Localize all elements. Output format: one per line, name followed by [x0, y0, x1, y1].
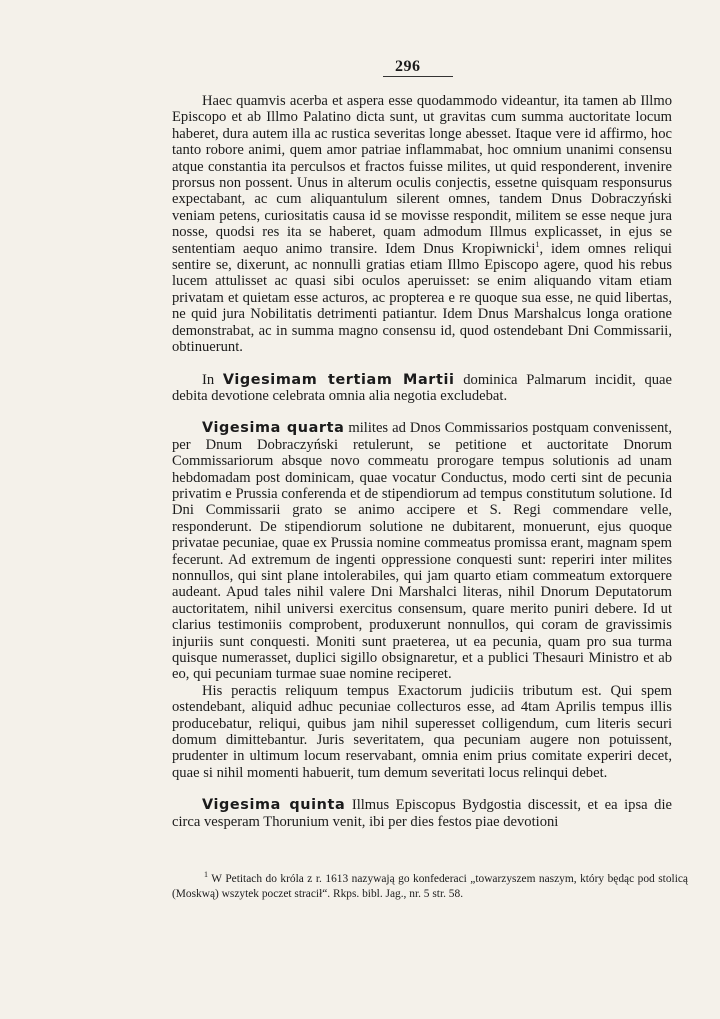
- footnote-text: W Petitach do króla z r. 1613 nazywają go konfederaci „towarzyszem naszym, który będąc pod stolicą (Moskwą) wszytek poczet stracił“. Rkps. bibl. Jag., nr. 5 str. 58.: [172, 873, 688, 900]
- page-number: 296: [395, 58, 421, 75]
- paragraph-5-text: Illmus Episcopus Bydgostia discessit, et ea ipsa die circa vesperam Thorunium venit, ibi per dies festos piae devotioni: [172, 797, 672, 830]
- paragraph-1-text-rest: , idem omnes reliqui sentire se, dixerunt, ac nonnulli gratias etiam Illmo Episcopo agere, quod his rebus lucem attulisset ac quasi sibi oculos aperuisset: se enim aliquando vitam etiam privatam et quietam esse acturos, ac propterea e re quoque sua esse, ne quid libertas, ne quid jura Nobilitatis detrimenti patiantur. Idem Dnus Marshalcus longa oratione demonstrabat, ac in summa magno consensu id, quod ostendebant Dni Commissarii, obtinuerunt.: [172, 240, 672, 356]
- paragraph-5: [172, 797, 672, 830]
- paragraph-4: [172, 683, 672, 781]
- paragraph-4-text: His peractis reliquum tempus Exactorum judiciis tributum est. Qui spem ostendebant, aliquid adhuc pecuniae collecturos esse, ad 4tam Aprilis tempus illis producebatur, reliqui, quibus jam nihil superesset colligendum, cum literis securi domum dimittebantur. Juris severitatem, qua pecuniam augere non potuissent, prudenter in ultimum locum reservabant, omnia enim prius comitate experiri decet, quae si nihil momenti habuerit, tum demum severitati locus relinqui debet.: [172, 682, 672, 781]
- paragraph-1: [172, 93, 672, 356]
- date-heading-23: Vigesimam tertiam Martii: [222, 371, 455, 388]
- paragraph-2-text: dominica Palmarum incidit, quae debita devotione celebrata omnia alia negotia excludebat.: [172, 371, 673, 404]
- footnote-reference: 1: [535, 239, 540, 249]
- page-number-rule: [383, 76, 453, 77]
- footnote-paragraph: [172, 872, 688, 902]
- main-text: [172, 93, 672, 830]
- paragraph-2: [172, 372, 672, 405]
- paragraph-3-text: milites ad Dnos Commissarios postquam convenissent, per Dnum Dobraczyński retulerunt, se petitione et auctoritate Dnorum Commissariorum absque novo commeatu prorogare tempus solutionis ad unam hebdomadam post dominicam, quae vocatur Conductus, modo certi sint de pecunia privatim e Prussia conferenda et de stipendiorum ad tempus constitutum solutione. Id Dni Commissarii grato se animo accipere et S. Regi commendare velle, responderunt. De stipendiorum solutione ne dubitarent, monuerunt, ejus quoque privatae pecuniae, quae ex Prussia nomine commeatus promissa erant, magnam spem fecerunt. Ad extremum de ingenti oppressione conquesti sunt: reperiri inter milites nonnullos, qui sint plane intolerabiles, qui jam quarto etiam commeatum extorquere audeant. Apud tales nihil valere Dni Marshalci literas, nihil Dnorum Deputatorum auctoritatem, nihil universi exercitus consensum, quare merito puniri debere. Id ut clarius testimoniis comprobent, produxerunt nonnullos, qui coram de gravissimis injuriis sunt conquesti. Moniti sunt praeterea, ut ea pecunia, quam pro sua turma quisque numerasset, duplici sigillo obsignaretur, et a publici Thesauri Ministro et ab eo, qui pecuniam turmae suae nomine reciperet.: [172, 420, 672, 683]
- paragraph-2-prefix: In: [202, 371, 215, 388]
- paragraph-1-text: Haec quamvis acerba et aspera esse quodammodo videantur, ita tamen ab Illmo Episcopo et ab Illmo Palatino dicta sunt, ut gravitas cum summa auctoritate locum haberet, dura autem illa ac rustica severitas longe abesset. Itaque vere id affirmo, hoc tanto robore animi, quem amor patriae inflammabat, hoc omnium unanimi consensu atque constantia ita perculsos et fractos fuisse milites, ut quid responderent, invenire prorsus non possent. Unus in alterum oculis conjectis, essetne quisquam responsurus expectabant, ac cum aliquantulum silerent omnes, tandem Dnus Dobraczyński veniam petens, curiositatis causa id se movisse respondit, militem se esse neque jura nosse, quodsi res ita se haberet, quam admodum Illmus explicasset, in ejus se sententiam aequo animo transire. Idem Dnus Kropiwnicki: [172, 93, 672, 257]
- paragraph-3: [172, 420, 672, 683]
- date-heading-25: Vigesima quinta: [202, 797, 346, 814]
- footnote: [172, 872, 688, 902]
- date-heading-24: Vigesima quarta: [202, 420, 345, 437]
- footnote-mark: 1: [204, 870, 208, 880]
